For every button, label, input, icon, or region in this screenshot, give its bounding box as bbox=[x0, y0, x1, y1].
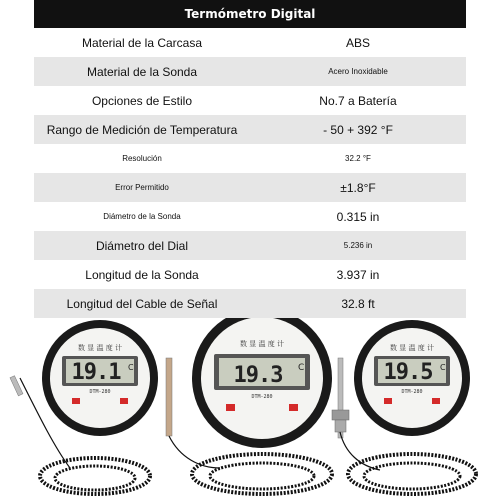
red-button[interactable] bbox=[289, 404, 298, 411]
spec-value: ±1.8°F bbox=[340, 180, 376, 195]
spec-label: Longitud de la Sonda bbox=[85, 267, 199, 282]
red-button[interactable] bbox=[72, 398, 80, 404]
spec-value: 32.2 °F bbox=[345, 154, 371, 163]
spec-label: Material de la Sonda bbox=[86, 64, 198, 79]
thermometer-3 bbox=[332, 320, 476, 494]
spec-row bbox=[34, 28, 466, 57]
spec-value: 32.8 ft bbox=[341, 296, 375, 311]
spec-label: Longitud del Cable de Señal bbox=[66, 296, 218, 311]
spec-label: Error Permitido bbox=[115, 183, 169, 192]
spec-label: Opciones de Estilo bbox=[91, 93, 193, 108]
probe-fitting bbox=[335, 420, 346, 432]
red-button[interactable] bbox=[432, 398, 440, 404]
spec-value: No.7 a Batería bbox=[319, 93, 397, 108]
lcd-reading: 19.5 bbox=[383, 360, 433, 385]
table-title bbox=[34, 0, 466, 28]
model-label: DTM-280 bbox=[401, 389, 423, 395]
spec-label: Diámetro de la Sonda bbox=[103, 212, 181, 221]
spec-value: Acero Inoxidable bbox=[328, 67, 388, 76]
spec-value: 5.236 in bbox=[343, 241, 373, 250]
probe-rod bbox=[166, 358, 172, 436]
lcd-reading: 19.3 bbox=[233, 363, 283, 388]
spec-row bbox=[34, 260, 466, 289]
lcd-unit: C bbox=[128, 363, 134, 372]
table-title-text: Termómetro Digital bbox=[184, 7, 316, 21]
dial-heading: 数 显 温 度 计 bbox=[390, 344, 434, 352]
cable-coil bbox=[348, 454, 476, 494]
product-photo bbox=[0, 318, 500, 500]
spec-label: Resolución bbox=[122, 154, 162, 163]
thermometer-2 bbox=[166, 318, 332, 494]
probe-cable bbox=[169, 436, 220, 468]
probe-fitting bbox=[332, 410, 349, 420]
spec-table bbox=[34, 28, 466, 318]
spec-row bbox=[34, 57, 466, 86]
dial-heading: 数 显 温 度 计 bbox=[78, 344, 122, 352]
spec-label: Rango de Medición de Temperatura bbox=[46, 122, 238, 137]
spec-row bbox=[34, 144, 466, 173]
lcd-unit: C bbox=[298, 363, 305, 373]
spec-row bbox=[34, 173, 466, 202]
dial-heading: 数 显 温 度 计 bbox=[240, 340, 284, 348]
spec-value: ABS bbox=[345, 35, 370, 50]
spec-row bbox=[34, 115, 466, 144]
spec-row bbox=[34, 86, 466, 115]
red-button[interactable] bbox=[384, 398, 392, 404]
lcd-reading: 19.1 bbox=[71, 360, 121, 385]
model-label: DTM-280 bbox=[89, 389, 111, 395]
spec-row bbox=[34, 289, 466, 318]
spec-value: 0.315 in bbox=[336, 209, 380, 224]
spec-value: - 50 + 392 °F bbox=[323, 122, 393, 137]
spec-row bbox=[34, 202, 466, 231]
lcd-unit: C bbox=[440, 363, 446, 372]
red-button[interactable] bbox=[120, 398, 128, 404]
spec-label: Material de la Carcasa bbox=[81, 35, 203, 50]
spec-label: Diámetro del Dial bbox=[95, 238, 189, 253]
model-label: DTM-280 bbox=[251, 394, 273, 400]
spec-value: 3.937 in bbox=[336, 267, 380, 282]
red-button[interactable] bbox=[226, 404, 235, 411]
spec-row bbox=[34, 231, 466, 260]
cable-coil bbox=[192, 454, 332, 494]
thermometer-1 bbox=[10, 320, 158, 494]
